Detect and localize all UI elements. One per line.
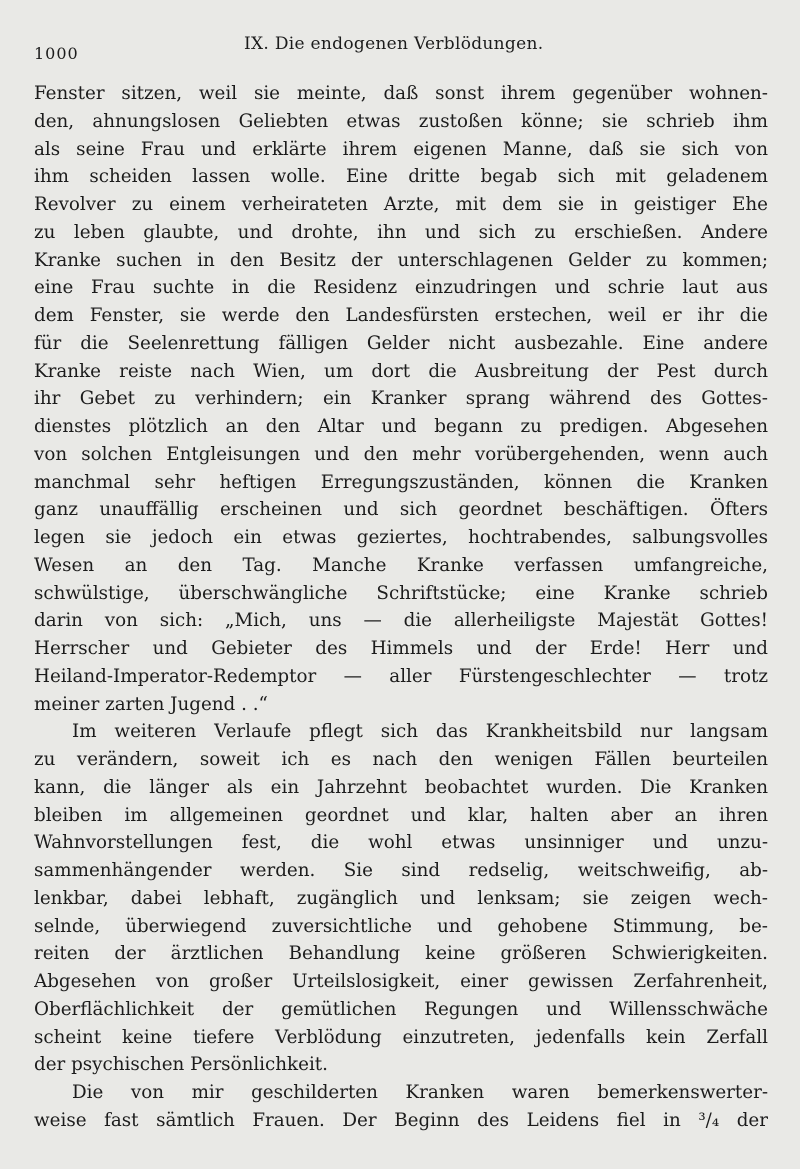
text-line: Revolver zu einem verheirateten Arzte, mit dem sie in geistiger Ehe	[34, 194, 768, 215]
text-line: manchmal sehr heftigen Erregungszuständen, können die Kranken	[34, 471, 768, 493]
paragraph-start-line: Die von mir geschilderten Kranken waren bemerkenswerter-	[72, 1082, 768, 1103]
text-line: zu leben glaubte, und drohte, ihn und sich zu erschießen. Andere	[34, 221, 768, 243]
text-line: schwülstige, überschwängliche Schriftstücke; eine Kranke schrieb	[34, 582, 768, 604]
text-line: den, ahnungslosen Geliebten etwas zustoßen könne; sie schrieb ihm	[34, 110, 768, 132]
body-text	[34, 80, 768, 1135]
page-number: 1000	[34, 44, 79, 63]
paragraph-start-line: Im weiteren Verlaufe pflegt sich das Krankheitsbild nur langsam	[72, 721, 768, 743]
paragraph-end-line: meiner zarten Jugend . .“	[34, 693, 268, 715]
running-title: IX. Die endogenen Verblödungen.	[244, 34, 544, 54]
text-line: für die Seelenrettung fälligen Gelder nicht ausbezahle. Eine andere	[34, 332, 768, 354]
text-line: ihm scheiden lassen wolle. Eine dritte begab sich mit geladenem	[34, 166, 768, 188]
text-line: kann, die länger als ein Jahrzehnt beobachtet wurden. Die Kranken	[34, 776, 768, 798]
text-line: scheint keine tiefere Verblödung einzutreten, jedenfalls kein Zerfall	[34, 1026, 768, 1048]
text-line: Fenster sitzen, weil sie meinte, daß sonst ihrem gegenüber wohnen-	[34, 83, 768, 104]
text-line: ganz unauffällig erscheinen und sich geordnet beschäftigen. Öfters	[34, 499, 768, 521]
text-line: Kranke reiste nach Wien, um dort die Ausbreitung der Pest durch	[34, 360, 768, 382]
text-line: zu verändern, soweit ich es nach den wenigen Fällen beurteilen	[34, 749, 768, 770]
text-line: als seine Frau und erklärte ihrem eigenen Manne, daß sie sich von	[34, 138, 768, 160]
text-line: weise fast sämtlich Frauen. Der Beginn des Leidens fiel in ³/₄ der	[34, 1109, 768, 1131]
text-line: von solchen Entgleisungen und den mehr vorübergehenden, wenn auch	[34, 443, 768, 465]
text-line: dienstes plötzlich an den Altar und begann zu predigen. Abgesehen	[34, 416, 768, 437]
text-line: darin von sich: „Mich, uns — die allerheiligste Majestät Gottes!	[34, 610, 768, 632]
text-line: dem Fenster, sie werde den Landesfürsten erstechen, weil er ihr die	[34, 305, 768, 326]
text-line: ihr Gebet zu verhindern; ein Kranker sprang während des Gottes-	[34, 388, 768, 410]
text-line: reiten der ärztlichen Behandlung keine größeren Schwierigkeiten.	[34, 943, 768, 965]
text-line: lenkbar, dabei lebhaft, zugänglich und lenksam; sie zeigen wech-	[34, 887, 768, 909]
text-line: Wahnvorstellungen fest, die wohl etwas unsinniger und unzu-	[34, 832, 768, 854]
paragraph-end-line: der psychischen Persönlichkeit.	[34, 1054, 328, 1076]
text-line: legen sie jedoch ein etwas geziertes, hochtrabendes, salbungsvolles	[34, 527, 768, 548]
text-line: Heiland-Imperator-Redemptor — aller Fürstengeschlechter — trotz	[34, 665, 768, 687]
text-line: sammenhängender werden. Sie sind redselig, weitschweifig, ab-	[34, 860, 768, 881]
text-line: Oberflächlichkeit der gemütlichen Regungen und Willensschwäche	[34, 998, 768, 1020]
page-header	[34, 34, 768, 62]
text-line: eine Frau suchte in die Residenz einzudringen und schrie laut aus	[34, 277, 768, 299]
text-line: Abgesehen von großer Urteilslosigkeit, einer gewissen Zerfahrenheit,	[34, 971, 768, 992]
text-line: Wesen an den Tag. Manche Kranke verfassen umfangreiche,	[34, 554, 768, 576]
text-line: Herrscher und Gebieter des Himmels und der Erde! Herr und	[34, 638, 768, 659]
text-line: selnde, überwiegend zuversichtliche und gehobene Stimmung, be-	[34, 915, 768, 937]
text-line: bleiben im allgemeinen geordnet und klar, halten aber an ihren	[34, 804, 768, 826]
text-line: Kranke suchen in den Besitz der unterschlagenen Gelder zu kommen;	[34, 249, 768, 271]
